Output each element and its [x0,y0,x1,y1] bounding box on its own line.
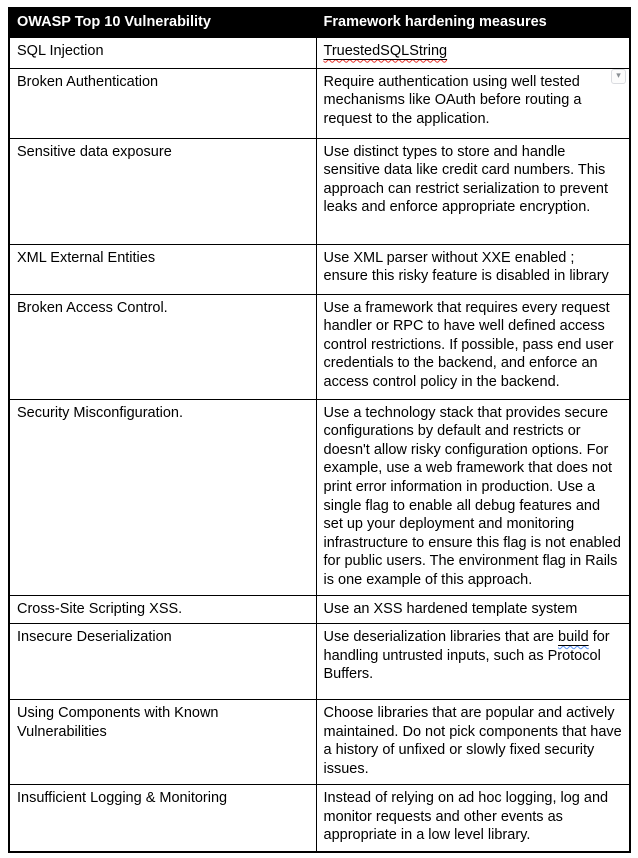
chevron-down-icon: ▾ [616,71,621,81]
spellcheck-squiggle [324,43,448,59]
measure-cell: Use a framework that requires every request handler or RPC to have well defined access control restrictions. If possible, pass end user credentials to the backend, and enforce an access control policy in the backend. [316,294,630,399]
table-dropdown-button[interactable] [611,69,626,84]
grammar-squiggle [558,629,589,645]
vulnerability-cell: Cross-Site Scripting XSS. [9,595,316,624]
vulnerability-cell: XML External Entities [9,244,316,294]
column-header-measures: Framework hardening measures [316,8,630,37]
grammar-flagged-word: build [558,629,589,646]
owasp-hardening-table [8,7,631,853]
table-row [9,785,630,852]
measure-cell: Use XML parser without XXE enabled ; ensure this risky feature is disabled in library [316,244,630,294]
underlined-text: TruestedSQLString [323,42,448,59]
vulnerability-cell: Using Components with Known Vulnerabilities [9,700,316,785]
table-row [9,294,630,399]
table-row [9,244,630,294]
measure-cell: Choose libraries that are popular and actively maintained. Do not pick components that have a history of unfixed or slowly fixed security issues. [316,700,630,785]
measure-cell [316,624,630,700]
vulnerability-cell: Security Misconfiguration. [9,399,316,595]
table-row [9,37,630,68]
table-row [9,399,630,595]
measure-cell [316,37,630,68]
vulnerability-cell: SQL Injection [9,37,316,68]
vulnerability-cell: Broken Access Control. [9,294,316,399]
measure-cell: Use distinct types to store and handle sensitive data like credit card numbers. This approach can restrict serialization to prevent leaks and enforce appropriate encryption. [316,138,630,244]
table-header-row [9,8,630,37]
table-row [9,595,630,624]
table-row [9,700,630,785]
measure-text: for handling untrusted inputs, such as Protocol Buffers. [323,629,610,683]
measure-cell: Require authentication using well tested mechanisms like OAuth before routing a request to the application. [316,68,630,138]
column-header-vulnerability: OWASP Top 10 Vulnerability [9,8,316,37]
vulnerability-cell: Insufficient Logging & Monitoring [9,785,316,852]
table-row [9,624,630,700]
vulnerability-cell: Insecure Deserialization [9,624,316,700]
table-row [9,138,630,244]
measure-cell: Use an XSS hardened template system [316,595,630,624]
table-row [9,68,630,138]
vulnerability-cell: Sensitive data exposure [9,138,316,244]
measure-cell: Instead of relying on ad hoc logging, log and monitor requests and other events as appropriate in a low level library. [316,785,630,852]
measure-text: Use deserialization libraries that are [323,629,559,646]
vulnerability-cell: Broken Authentication [9,68,316,138]
measure-cell: Use a technology stack that provides secure configurations by default and restricts or doesn't allow risky configuration options. For example, use a web framework that does not print error information in production. Use a single flag to enable all debug features and set up your deployment and monitoring infrastructure to ensure this flag is not enabled for public users. The environment flag in Rails is one example of this approach. [316,399,630,595]
